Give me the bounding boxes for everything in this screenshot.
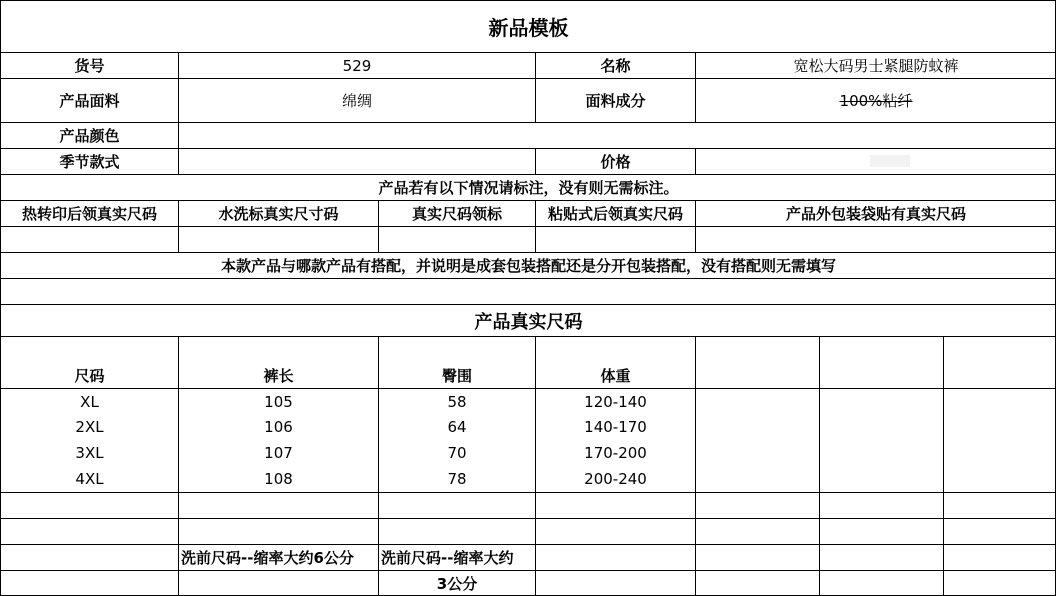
grid-cell: [535, 518, 695, 544]
grid-cell: [378, 336, 535, 362]
item-no-value: 529: [178, 52, 535, 78]
grid-cell: [819, 570, 943, 596]
weight-cell: 120-140: [535, 388, 695, 414]
shrink-note-1: 洗前尺码--缩率大约6公分: [178, 544, 378, 570]
name-value: 宽松大码男士紧腿防蚊裤: [695, 52, 1056, 78]
fabric-label: 产品面料: [0, 78, 178, 122]
grid-cell: [819, 362, 943, 388]
hip-cell: 78: [378, 466, 535, 492]
grid-cell: [535, 336, 695, 362]
page-title: 新品模板: [0, 0, 1056, 52]
matching-note: 本款产品与哪款产品有搭配，并说明是成套包装搭配还是分开包装搭配，没有搭配则无需填写: [0, 252, 1056, 278]
grid-cell: [695, 336, 819, 362]
grid-cell: [178, 336, 378, 362]
grid-cell: [819, 518, 943, 544]
grid-cell: [819, 440, 943, 466]
shrink-note-2-continued: 3公分: [378, 570, 535, 596]
grid-cell: [819, 492, 943, 518]
length-cell: 108: [178, 466, 378, 492]
season-value[interactable]: [178, 148, 535, 174]
grid-cell: [695, 492, 819, 518]
composition-label: 面料成分: [535, 78, 695, 122]
grid-cell: [0, 570, 178, 596]
grid-cell: [943, 362, 1056, 388]
shrink-note-2: 洗前尺码--缩率大约: [378, 544, 535, 570]
weight-cell: 170-200: [535, 440, 695, 466]
grid-cell: [943, 336, 1056, 362]
size-section-title: 产品真实尺码: [0, 304, 1056, 336]
grid-cell: [378, 518, 535, 544]
length-cell: 105: [178, 388, 378, 414]
color-label: 产品颜色: [0, 122, 178, 148]
grid-cell: [178, 492, 378, 518]
season-label: 季节款式: [0, 148, 178, 174]
matching-value[interactable]: [0, 278, 1056, 304]
grid-cell: [378, 492, 535, 518]
weight-cell: 140-170: [535, 414, 695, 440]
grid-cell: [819, 466, 943, 492]
label-note: 产品若有以下情况请标注，没有则无需标注。: [0, 174, 1056, 200]
grid-cell: [695, 414, 819, 440]
grid-cell: [819, 336, 943, 362]
grid-cell: [695, 466, 819, 492]
grid-cell: [695, 544, 819, 570]
grid-cell: [0, 336, 178, 362]
grid-cell: [695, 570, 819, 596]
grid-cell: [943, 492, 1056, 518]
length-cell: 107: [178, 440, 378, 466]
item-no-label: 货号: [0, 52, 178, 78]
size-header-size: 尺码: [0, 362, 178, 388]
grid-cell: [943, 440, 1056, 466]
grid-cell: [178, 518, 378, 544]
price-label: 价格: [535, 148, 695, 174]
price-placeholder-mark: [870, 155, 910, 167]
label-header-package: 产品外包装袋贴有真实尺码: [695, 200, 1056, 226]
size-header-weight: 体重: [535, 362, 695, 388]
grid-cell: [535, 492, 695, 518]
grid-cell: [943, 570, 1056, 596]
grid-cell: [943, 544, 1056, 570]
length-cell: 106: [178, 414, 378, 440]
label-header-collar-label: 真实尺码领标: [378, 200, 535, 226]
hip-cell: 64: [378, 414, 535, 440]
fabric-value: 绵绸: [178, 78, 535, 122]
grid-cell: [819, 544, 943, 570]
grid-cell: [819, 414, 943, 440]
weight-cell: 200-240: [535, 466, 695, 492]
grid-cell: [535, 544, 695, 570]
label-value-package[interactable]: [695, 226, 1056, 252]
grid-cell: [943, 466, 1056, 492]
grid-cell: [695, 362, 819, 388]
grid-cell: [943, 518, 1056, 544]
grid-cell: [943, 414, 1056, 440]
size-cell: 3XL: [0, 440, 178, 466]
grid-cell: [695, 388, 819, 414]
grid-cell: [0, 492, 178, 518]
label-header-wash-label: 水洗标真实尺寸码: [178, 200, 378, 226]
grid-cell: [0, 518, 178, 544]
label-header-heat-transfer: 热转印后领真实尺码: [0, 200, 178, 226]
grid-cell: [0, 544, 178, 570]
size-cell: 2XL: [0, 414, 178, 440]
label-value-heat-transfer[interactable]: [0, 226, 178, 252]
color-value[interactable]: [178, 122, 1056, 148]
size-cell: XL: [0, 388, 178, 414]
label-value-wash-label[interactable]: [178, 226, 378, 252]
label-value-sticker[interactable]: [535, 226, 695, 252]
label-header-sticker: 粘贴式后领真实尺码: [535, 200, 695, 226]
grid-cell: [695, 518, 819, 544]
size-header-length: 裤长: [178, 362, 378, 388]
name-label: 名称: [535, 52, 695, 78]
size-header-hip: 臀围: [378, 362, 535, 388]
label-value-collar-label[interactable]: [378, 226, 535, 252]
hip-cell: 70: [378, 440, 535, 466]
grid-cell: [535, 570, 695, 596]
grid-cell: [943, 388, 1056, 414]
composition-value: 100%粘纤: [695, 78, 1056, 122]
size-cell: 4XL: [0, 466, 178, 492]
grid-cell: [695, 440, 819, 466]
hip-cell: 58: [378, 388, 535, 414]
grid-cell: [178, 570, 378, 596]
grid-cell: [819, 388, 943, 414]
